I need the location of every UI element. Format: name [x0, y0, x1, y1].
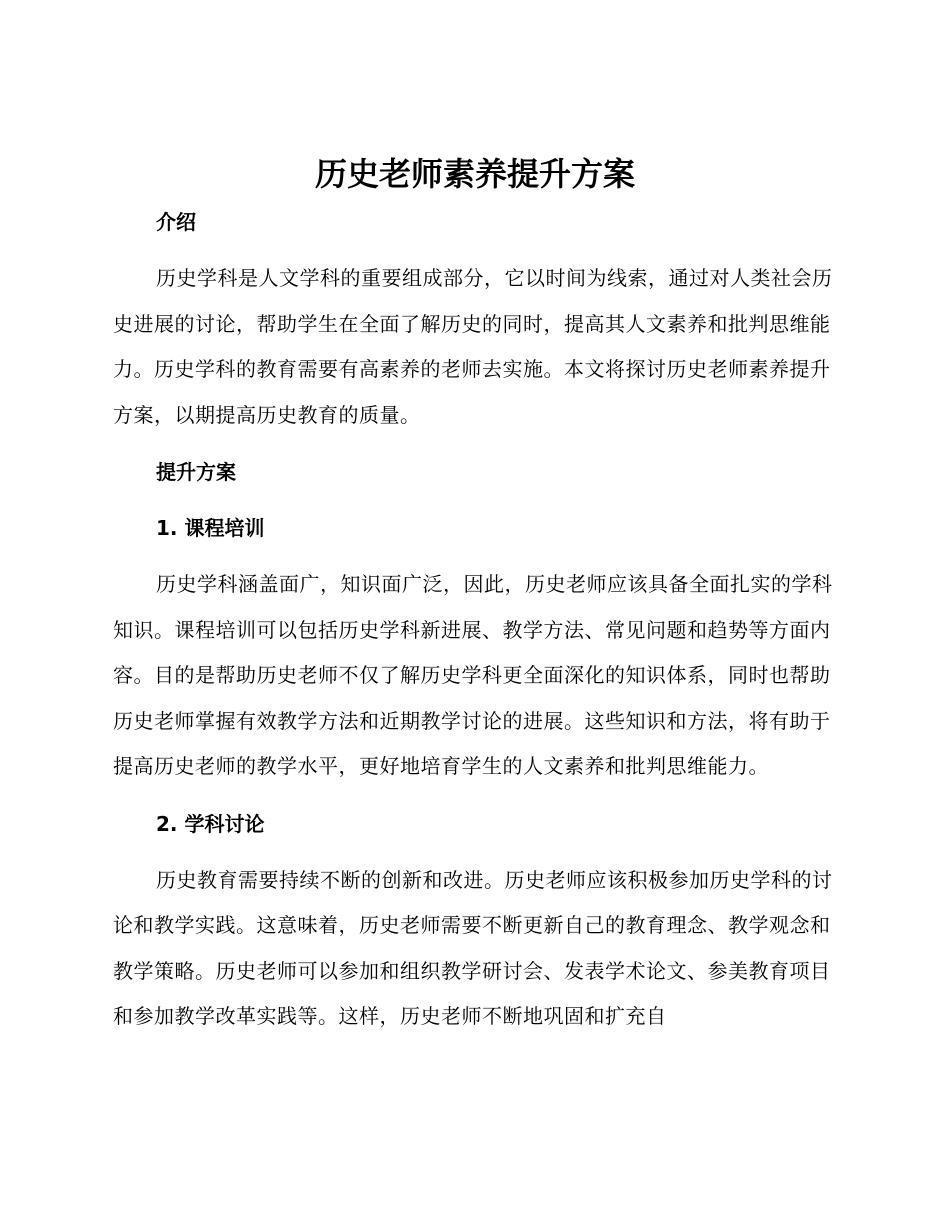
- section-2-heading: 2. 学科讨论: [156, 811, 265, 836]
- section-2-paragraph: 历史教育需要持续不断的创新和改进。历史老师应该积极参加历史学科的讨论和教学实践。这意味着，历史老师需要不断更新自己的教育理念、教学观念和教学策略。历史老师可以参加和组织教学研讨会、发表学术论文、参美教育项目和参加教学改革实践等。这样，历史老师不断地巩固和扩充自: [113, 867, 833, 1028]
- section-1-heading: 1. 课程培训: [156, 516, 265, 540]
- document-title: 历史老师素养提升方案: [314, 155, 635, 193]
- document-body: [113, 200, 837, 1040]
- section-1-paragraph: 历史学科涵盖面广，知识面广泛，因此，历史老师应该具备全面扎实的学科知识。课程培训可以包括历史学科新进展、教学方法、常见问题和趋势等方面内容。目的是帮助历史老师不仅了解历史学科更全面深化的知识体系，同时也帮助历史老师掌握有效教学方法和近期教学讨论的进展。这些知识和方法，将有助于提高历史老师的教学水平，更好地培育学生的人文素养和批判思维能力。: [113, 572, 833, 778]
- intro-paragraph: 历史学科是人文学科的重要组成部分，它以时间为线索，通过对人类社会历史进展的讨论，帮助学生在全面了解历史的同时，提高其人文素养和批判思维能力。历史学科的教育需要有高素养的老师去实施。本文将探讨历史老师素养提升方案，以期提高历史教育的质量。: [113, 266, 833, 427]
- plan-heading: 提升方案: [156, 460, 236, 484]
- intro-heading: 介绍: [156, 210, 196, 234]
